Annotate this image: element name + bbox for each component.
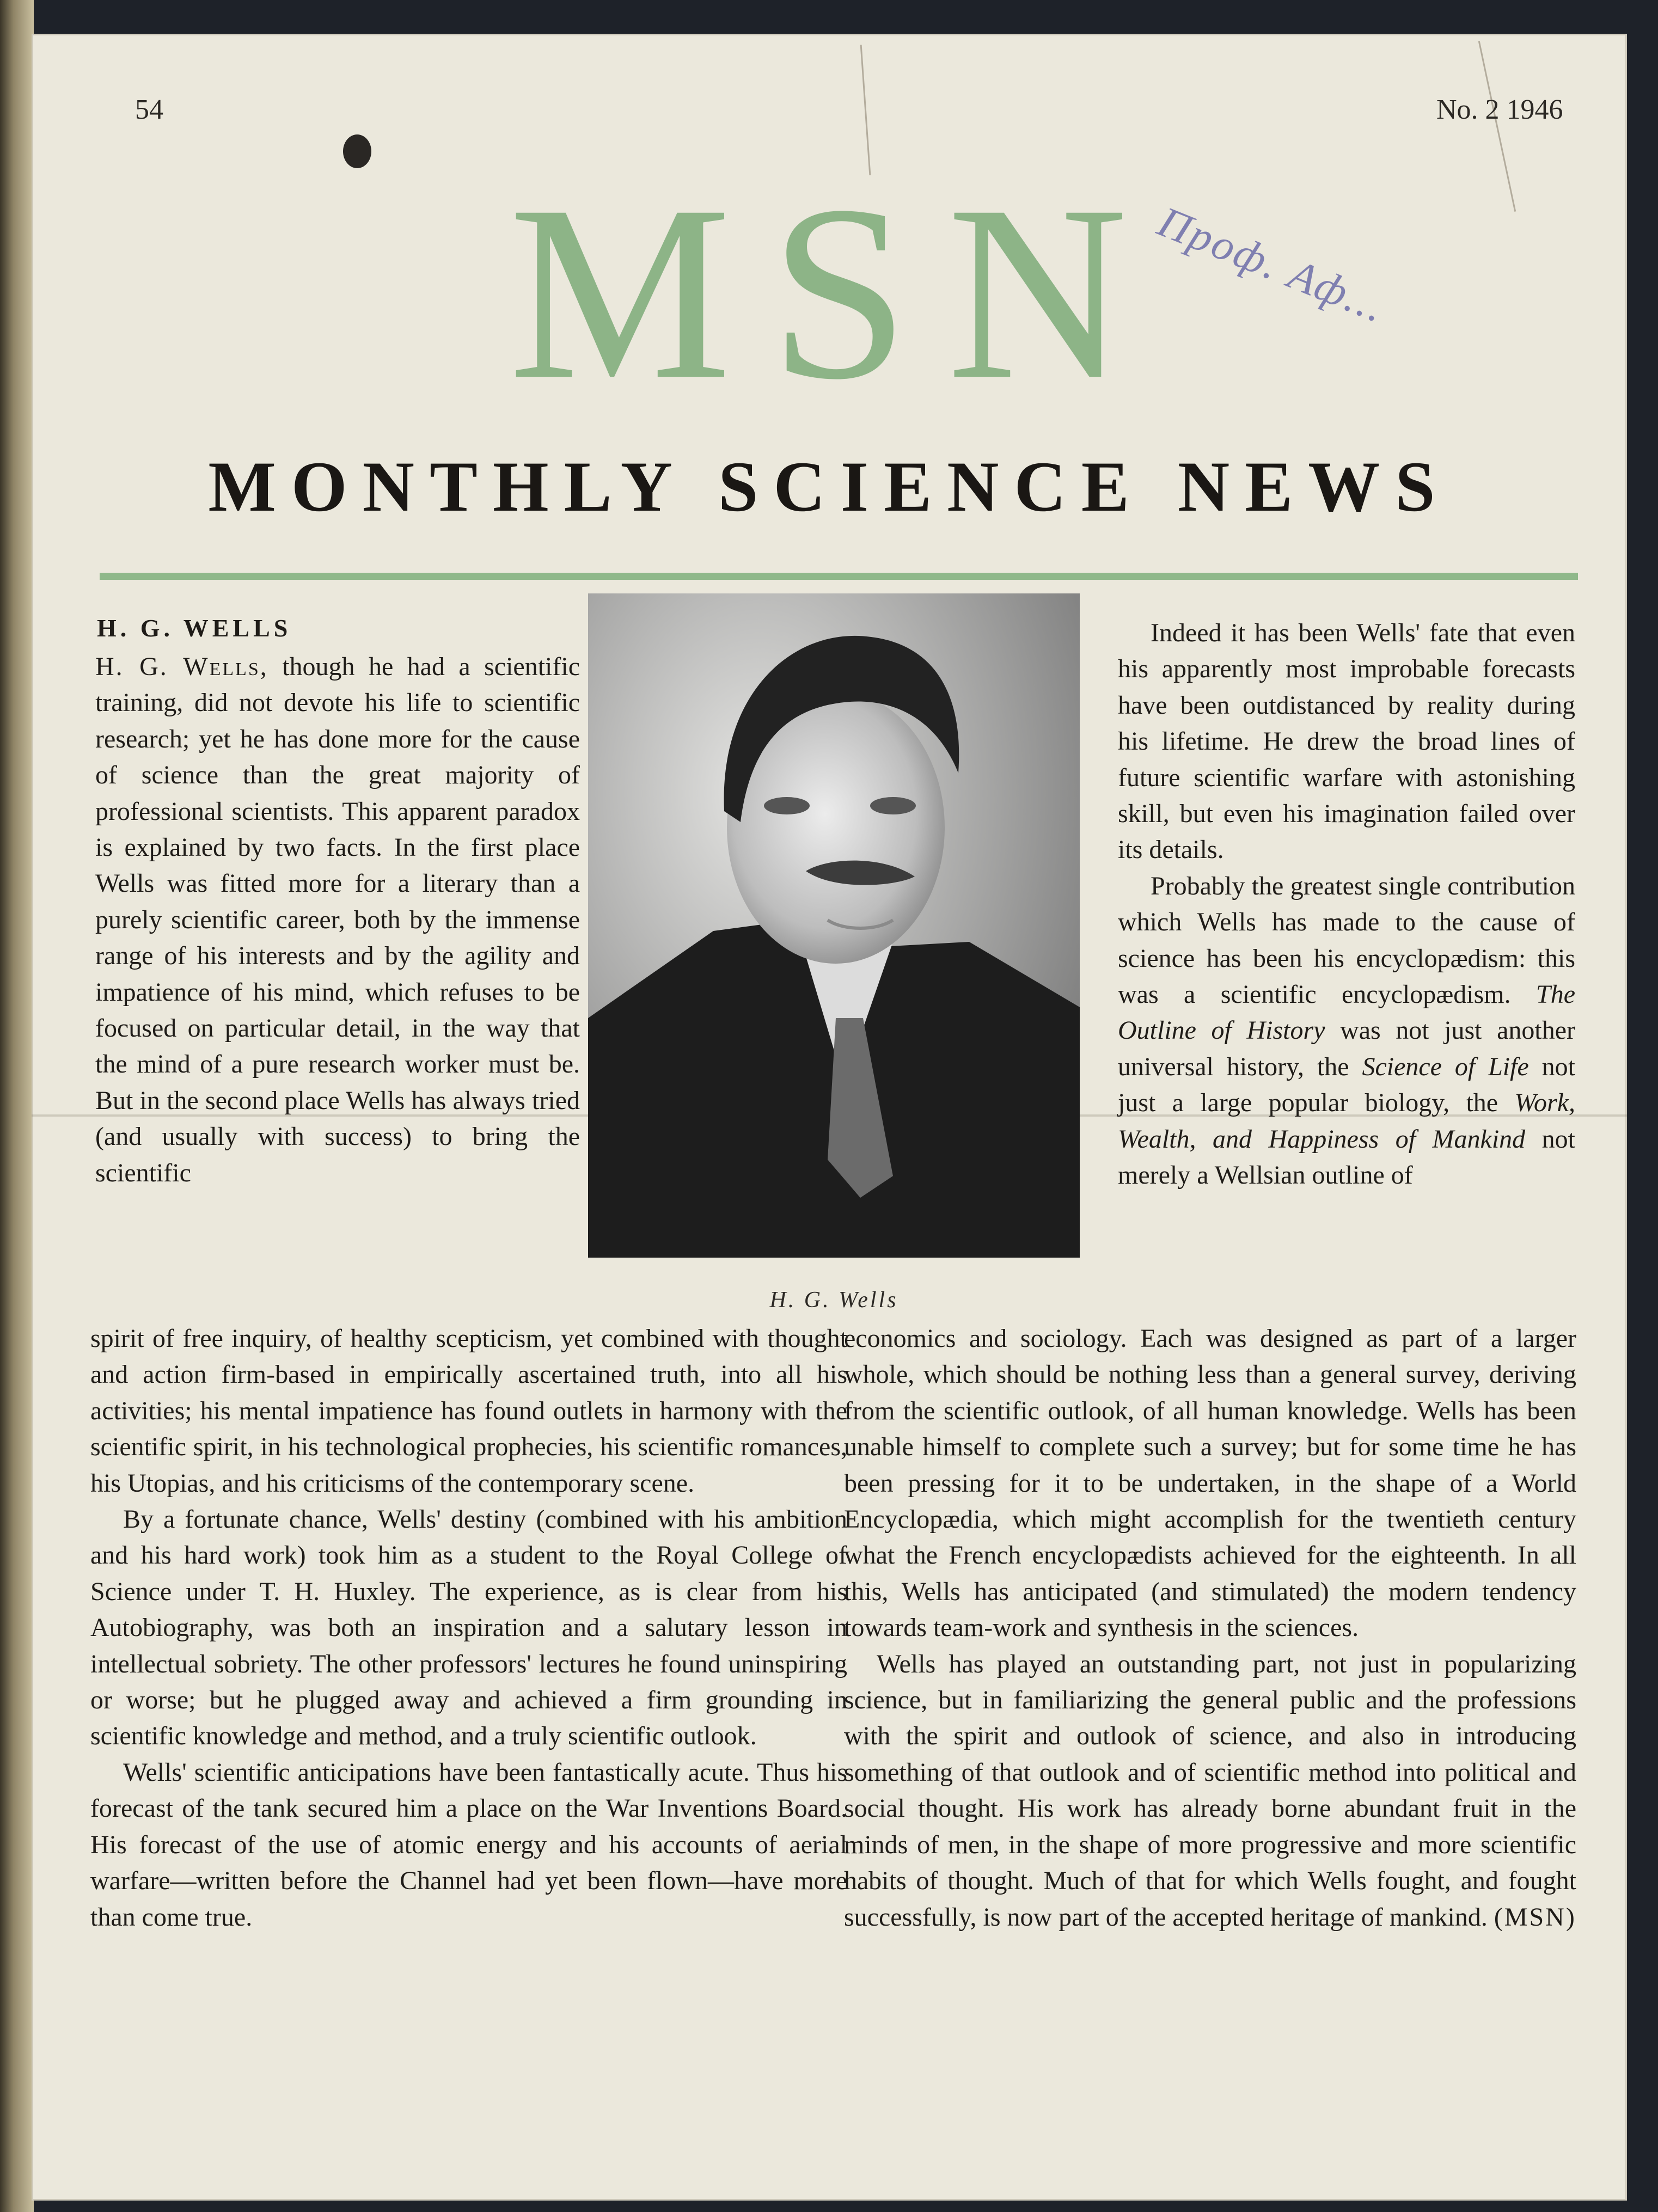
- lead-text: though he had a scientific training, did not devote his life to scientific research; yet he has done more for the cause of science than the great majority of professional scientists. This apparent paradox is explained by two facts. In the first place Wells was fitted more for a literary than a purely scientific career, both by the immense range of his interests and by the agility and impatience of his mind, which refuses to be focused on particular detail, in the way that the mind of a pure research worker must be. But in the second place Wells has always tried (and usually with success) to bring the scientific: [95, 652, 580, 1187]
- portrait-image: [588, 593, 1080, 1258]
- lead-name: H. G. Wells,: [95, 652, 268, 681]
- newsletter-page: [32, 34, 1627, 2201]
- portrait-photo: [588, 593, 1080, 1258]
- book-title-science-of-life: Science of Life: [1362, 1052, 1529, 1081]
- text-span: not merely a Wellsian outline of: [1118, 1124, 1575, 1190]
- paragraph-continued: spirit of free inquiry, of healthy scepticism, yet combined with thought and action firm-based in empirically ascertained truth, into all his activities; his mental impatience has found outlets in harmony with the scientific spirit, in his technological prophecies, his scientific romances, his Utopias, and his criticisms of the contemporary scene.: [90, 1324, 847, 1498]
- paragraph-continued-right: economics and sociology. Each was designed as part of a larger whole, which should be nothing less than a general survey, deriving from the scientific outlook, of all human knowledge. Wells has been unable himself to complete such a survey; but for some time he has been pressing for it to be undertaken, in the shape of a World Encyclopædia, which might accomplish for the twentieth century what the French encyclopædists achieved for the eighteenth. In all this, Wells has anticipated (and stimulated) the modern tendency towards team-work and synthesis in the sciences.: [844, 1324, 1576, 1643]
- paragraph-huxley: By a fortunate chance, Wells' destiny (combined with his ambition and his hard work) took him as a student to the Royal College of Science under T. H. Huxley. The experience, as is clear from his Autobiography, was both an inspiration and a salutary lesson in intellectual sobriety. The other professors' lectures he found uninspiring or worse; but he plugged away and achieved a firm grounding in scientific knowledge and method, and a truly scientific outlook.: [90, 1505, 847, 1751]
- book-title-work-wealth: Work, Wealth, and Happiness of Mankind: [1118, 1088, 1575, 1154]
- text-span: Probably the greatest single contribution which Wells has made to the cause of science has been his encyclopædism: this was a scientific encyclopædism.: [1118, 871, 1575, 1009]
- text-span: not just a large popular biology, the: [1118, 1052, 1575, 1118]
- punch-hole: [343, 134, 371, 168]
- paragraph-encyclopaedism: [1118, 868, 1575, 1194]
- photo-caption: H. G. Wells: [769, 1288, 898, 1313]
- article-lead-paragraph: [95, 649, 580, 1191]
- issue-number: No. 2 1946: [1436, 94, 1563, 125]
- publication-title: MONTHLY SCIENCE NEWS: [208, 446, 1451, 526]
- article-signature: (MSN): [1494, 1902, 1576, 1932]
- header-divider: [100, 573, 1578, 580]
- article-column-right-upper: [1118, 615, 1575, 1194]
- paragraph-conclusion: [844, 1646, 1576, 1935]
- paragraph-anticipations: Wells' scientific anticipations have been fantastically acute. Thus his forecast of the tank secured him a place on the War Inventions Board. His forecast of the use of atomic energy and his accounts of aerial warfare—written before the Channel had yet been flown—have more than come true.: [90, 1757, 847, 1932]
- text-span: Wells has played an outstanding part, not just in popularizing science, but in familiarizing the general public and the professions with the spirit and outlook of science, and also in introducing something of that outlook and of scientific method into political and social thought. His work has already borne abundant fruit in the minds of men, in the shape of more progressive and more scientific habits of thought. Much of that for which Wells fought, and fought successfully, is now part of the accepted heritage of mankind.: [844, 1649, 1576, 1932]
- book-title-outline: The Outline of History: [1118, 980, 1575, 1045]
- masthead-logo: MSN: [509, 154, 1166, 431]
- paragraph-forecasts: Indeed it has been Wells' fate that even his apparently most improbable forecasts have been outdistanced by reality during his lifetime. He drew the broad lines of future scientific warfare with astonishing skill, but even his imagination failed over its details.: [1118, 618, 1575, 865]
- page-number: 54: [135, 94, 163, 125]
- article-heading: H. G. WELLS: [97, 614, 292, 642]
- adjacent-page-edge: [0, 0, 34, 2212]
- article-column-right: [844, 1321, 1576, 1935]
- article-column-left: [90, 1321, 847, 1935]
- handwritten-note: Проф. Аф...: [1151, 197, 1393, 333]
- text-span: was not just another universal history, the: [1118, 1016, 1575, 1081]
